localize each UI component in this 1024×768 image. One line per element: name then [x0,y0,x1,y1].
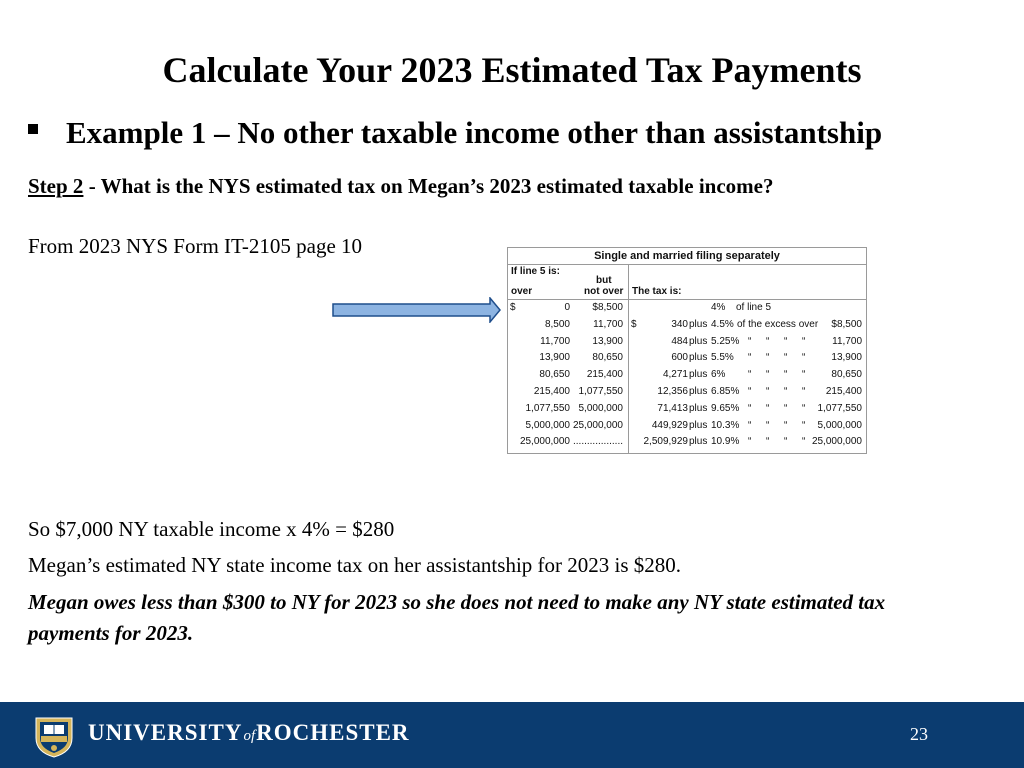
ditto-mark: “ [802,335,806,347]
bullet-item [28,112,882,154]
bracket-not-over: 11,700 [593,318,623,330]
ditto-mark: “ [748,402,752,414]
bracket-base: 484 [671,335,688,347]
ditto-mark: “ [784,369,788,381]
bracket-plus: plus [689,352,708,364]
ditto-mark: “ [748,436,752,448]
bracket-over: 80,650 [539,369,570,381]
step-question: What is the NYS estimated tax on Megan’s 2023 estimated taxable income? [100,174,774,198]
ditto-mark: “ [784,385,788,397]
col-tax-is: The tax is: [632,286,682,297]
col-if-line5: If line 5 is: [511,266,560,277]
ditto-mark: “ [784,436,788,448]
university-seal-icon [32,712,76,758]
bracket-base: 340 [671,318,688,330]
bracket-amount: 80,650 [831,369,862,381]
bracket-not-over: 215,400 [586,369,623,381]
ditto-mark: “ [766,335,770,347]
bracket-amount: 1,077,550 [817,402,862,414]
table-row [508,317,866,334]
bracket-not-over: 1,077,550 [578,385,623,397]
bracket-rate: 9.65% [711,402,740,414]
ditto-mark: “ [766,419,770,431]
bracket-desc: of line 5 [736,302,772,313]
step-separator: - [83,174,101,198]
bracket-not-over: 25,000,000 [572,419,623,431]
source-note: From 2023 NYS Form IT-2105 page 10 [28,234,363,258]
bracket-over: 11,700 [540,335,570,347]
bracket-base: 4,271 [662,369,688,381]
conclusion-text: Megan owes less than $300 to NY for 2023 so she does not need to make any NY state estimated tax payments for 2023. [28,590,886,645]
col-but: but [596,275,612,286]
table-row [508,418,866,435]
calculation-line: So $7,000 NY taxable income x 4% = $280 [28,517,395,541]
ditto-mark: “ [748,369,752,381]
table-row [508,334,866,351]
ditto-mark: “ [766,369,770,381]
table-row [508,384,866,401]
bracket-amount: 11,700 [832,335,862,347]
bracket-base: 449,929 [651,419,688,431]
wordmark-rochester: ROCHESTER [256,720,410,745]
ditto-mark: “ [802,419,806,431]
ditto-mark: “ [802,352,806,364]
bracket-not-over: $8,500 [592,302,623,313]
bracket-base: 2,509,929 [643,436,688,448]
bracket-plus: plus [689,436,708,448]
tax-table-header: Single and married filing separately [508,248,866,265]
bracket-rate: 6.85% [711,385,740,397]
ditto-mark: “ [802,369,806,381]
tax-table-column-headers [508,265,866,300]
ditto-mark: “ [784,419,788,431]
bracket-over: 215,400 [533,385,570,397]
bracket-desc: of the excess over [737,318,819,330]
ditto-mark: “ [784,335,788,347]
bracket-amount: 215,400 [825,385,862,397]
bracket-rate: 10.9% [711,436,740,448]
bracket-rate: 5.25% [711,335,740,347]
ditto-mark: “ [802,385,806,397]
ditto-mark: “ [766,385,770,397]
ditto-mark: “ [748,352,752,364]
col-over: over [511,286,533,297]
ditto-mark: “ [802,436,806,448]
bracket-plus: plus [689,419,708,431]
ditto-mark: “ [766,352,770,364]
table-row [508,300,866,317]
bracket-rate: 10.3% [711,419,740,431]
bracket-amount: 25,000,000 [811,436,862,448]
step-heading [28,172,773,200]
bracket-not-over: 5,000,000 [578,402,623,414]
ditto-mark: “ [766,436,770,448]
bracket-not-over: 13,900 [592,335,623,347]
bullet-text: Example 1 – No other taxable income other than assistantship [66,115,883,150]
wordmark-university: UNIVERSITY [88,720,243,745]
bracket-plus: plus [689,385,708,397]
table-row [508,434,866,451]
ditto-mark: “ [766,402,770,414]
ditto-mark: “ [748,335,752,347]
page-number: 23 [910,724,928,744]
bracket-rate: 6% [711,369,726,381]
ditto-mark: “ [748,385,752,397]
bracket-plus: plus [689,402,708,414]
bracket-over: 1,077,550 [525,402,570,414]
bracket-amount: $8,500 [831,318,862,330]
dollar-sign: $ [510,302,516,313]
bracket-plus: plus [689,318,708,330]
bracket-over: 5,000,000 [525,419,570,431]
step-label: Step 2 [28,174,84,198]
bracket-plus: plus [689,369,708,381]
square-bullet-icon [28,124,38,134]
bracket-over: 25,000,000 [519,436,570,448]
bracket-rows [508,334,866,452]
bracket-amount: 5,000,000 [817,419,862,431]
ditto-mark: “ [748,419,752,431]
bracket-rate: 5.5% [711,352,734,364]
table-row [508,401,866,418]
bracket-over: 8,500 [544,318,570,330]
bracket-amount: 13,900 [831,352,862,364]
tax-rate-table [507,247,867,454]
tax-table-rows [508,300,866,451]
bracket-base: 71,413 [657,402,688,414]
right-arrow-icon [332,297,502,323]
ditto-mark: “ [802,402,806,414]
bracket-plus: plus [689,335,708,347]
ditto-mark: “ [784,402,788,414]
university-wordmark [88,718,410,751]
bracket-base: 600 [671,352,688,364]
table-row [508,350,866,367]
bracket-rate: 4.5% [711,318,734,330]
wordmark-of: of [243,728,256,744]
bracket-not-over: .................. [572,436,623,448]
bracket-over: 13,900 [539,352,570,364]
ditto-mark: “ [784,352,788,364]
tax-statement: Megan’s estimated NY state income tax on her assistantship for 2023 is $280. [28,553,682,577]
footer-bar [0,702,1024,768]
bracket-base: 12,356 [657,385,688,397]
table-row [508,367,866,384]
slide-title: Calculate Your 2023 Estimated Tax Payments [162,50,862,90]
bracket-not-over: 80,650 [592,352,623,364]
dollar-sign: $ [631,318,637,330]
bracket-rate: 4% [711,302,726,313]
col-not-over: not over [584,286,624,297]
bracket-over: 0 [564,302,570,313]
